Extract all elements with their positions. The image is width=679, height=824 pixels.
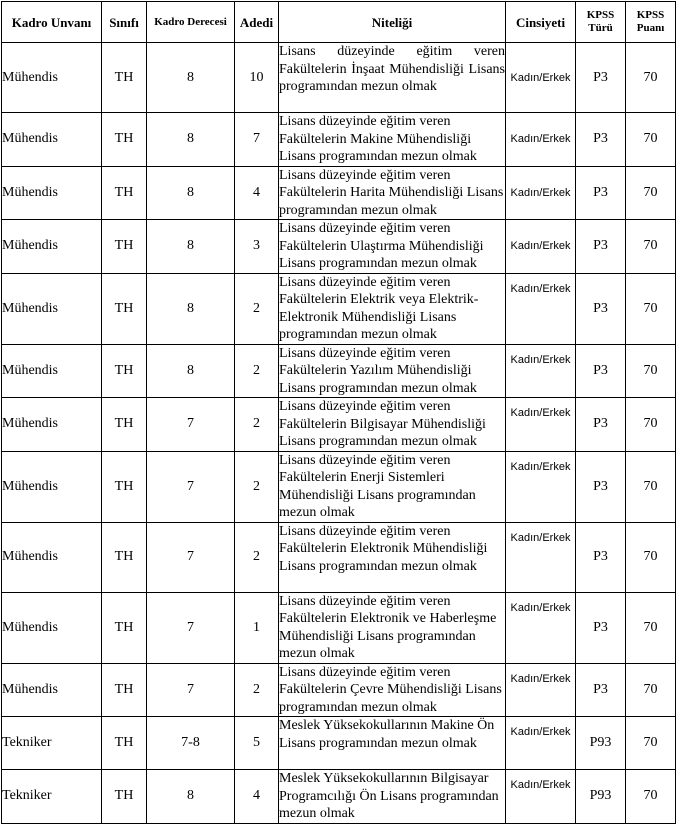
cell-adedi: 4 <box>235 166 279 220</box>
cell-sinifi: TH <box>102 770 147 824</box>
cell-adedi: 10 <box>235 43 279 113</box>
cell-kadro-unvani: Mühendis <box>2 113 102 167</box>
cell-adedi: 1 <box>235 592 279 663</box>
cell-adedi: 2 <box>235 663 279 717</box>
cell-kadro-derecesi: 8 <box>147 43 235 113</box>
header-niteligi: Niteliği <box>279 2 506 43</box>
cell-adedi: 2 <box>235 273 279 344</box>
cell-kadro-unvani: Mühendis <box>2 398 102 452</box>
cell-kpss-puani: 70 <box>626 166 676 220</box>
cell-cinsiyeti: Kadın/Erkek <box>506 663 576 717</box>
cell-kpss-puani: 70 <box>626 344 676 398</box>
table-row <box>2 522 676 592</box>
cell-niteligi: Lisans düzeyinde eğitim veren Fakültelerin Elektronik Mühendisliği Lisans programından mezun olmak <box>279 522 506 592</box>
table-row <box>2 717 676 770</box>
cell-kpss-turu: P3 <box>576 398 626 452</box>
cell-kpss-turu: P3 <box>576 273 626 344</box>
cell-sinifi: TH <box>102 166 147 220</box>
header-sinifi: Sınıfı <box>102 2 147 43</box>
cell-kpss-turu: P3 <box>576 522 626 592</box>
cell-kadro-derecesi: 8 <box>147 344 235 398</box>
header-kpss-puani: KPSS Puanı <box>626 2 676 43</box>
cell-kadro-unvani: Mühendis <box>2 43 102 113</box>
cell-kadro-unvani: Mühendis <box>2 273 102 344</box>
header-kadro-derecesi: Kadro Derecesi <box>147 2 235 43</box>
cell-kadro-unvani: Mühendis <box>2 592 102 663</box>
table-row <box>2 166 676 220</box>
table-row <box>2 344 676 398</box>
cell-kpss-puani: 70 <box>626 113 676 167</box>
cell-sinifi: TH <box>102 220 147 274</box>
cell-kpss-turu: P93 <box>576 717 626 770</box>
cell-cinsiyeti: Kadın/Erkek <box>506 522 576 592</box>
cell-kpss-puani: 70 <box>626 220 676 274</box>
cell-niteligi: Lisans düzeyinde eğitim veren Fakültelerin Harita Mühendisliği Lisans programından mezun olmak <box>279 166 506 220</box>
header-adedi: Adedi <box>235 2 279 43</box>
cell-kpss-puani: 70 <box>626 592 676 663</box>
cell-niteligi: Lisans düzeyinde eğitim veren Fakültelerin Elektrik veya Elektrik-Elektronik Mühendisliği Lisans programından mezun olmak <box>279 273 506 344</box>
cell-cinsiyeti: Kadın/Erkek <box>506 166 576 220</box>
cell-kpss-turu: P3 <box>576 451 626 522</box>
cell-kpss-turu: P3 <box>576 344 626 398</box>
cell-kadro-derecesi: 8 <box>147 220 235 274</box>
cell-cinsiyeti: Kadın/Erkek <box>506 592 576 663</box>
cell-adedi: 2 <box>235 451 279 522</box>
cell-sinifi: TH <box>102 522 147 592</box>
cell-kadro-unvani: Mühendis <box>2 522 102 592</box>
cell-kpss-turu: P93 <box>576 770 626 824</box>
cell-kpss-turu: P3 <box>576 166 626 220</box>
cell-niteligi: Lisans düzeyinde eğitim veren Fakültelerin Elektronik ve Haberleşme Mühendisliği Lisans programından mezun olmak <box>279 592 506 663</box>
header-kpss-turu: KPSS Türü <box>576 2 626 43</box>
cell-kadro-derecesi: 7 <box>147 398 235 452</box>
cell-adedi: 4 <box>235 770 279 824</box>
cell-adedi: 7 <box>235 113 279 167</box>
cell-niteligi: Meslek Yüksekokullarının Makine Ön Lisans programından mezun olmak <box>279 717 506 770</box>
cell-kadro-derecesi: 7 <box>147 663 235 717</box>
table-row <box>2 113 676 167</box>
cell-cinsiyeti: Kadın/Erkek <box>506 113 576 167</box>
cell-kpss-turu: P3 <box>576 43 626 113</box>
cell-cinsiyeti: Kadın/Erkek <box>506 273 576 344</box>
cell-sinifi: TH <box>102 592 147 663</box>
cell-niteligi: Lisans düzeyinde eğitim veren Fakültelerin Çevre Mühendisliği Lisans programından mezun olmak <box>279 663 506 717</box>
table-row <box>2 273 676 344</box>
table-row <box>2 663 676 717</box>
cell-cinsiyeti: Kadın/Erkek <box>506 398 576 452</box>
cell-adedi: 2 <box>235 398 279 452</box>
cell-niteligi: Meslek Yüksekokullarının Bilgisayar Programcılığı Ön Lisans programından mezun olmak <box>279 770 506 824</box>
cell-kpss-turu: P3 <box>576 220 626 274</box>
table-row <box>2 43 676 113</box>
cell-kadro-unvani: Mühendis <box>2 166 102 220</box>
cell-kadro-unvani: Tekniker <box>2 717 102 770</box>
cell-kpss-puani: 70 <box>626 522 676 592</box>
cell-sinifi: TH <box>102 344 147 398</box>
cell-kadro-unvani: Mühendis <box>2 663 102 717</box>
cell-kadro-derecesi: 7 <box>147 592 235 663</box>
cell-adedi: 5 <box>235 717 279 770</box>
cell-sinifi: TH <box>102 663 147 717</box>
table-row <box>2 592 676 663</box>
cell-adedi: 2 <box>235 344 279 398</box>
cell-kadro-derecesi: 7-8 <box>147 717 235 770</box>
cell-kadro-derecesi: 7 <box>147 451 235 522</box>
cell-kpss-puani: 70 <box>626 43 676 113</box>
cell-adedi: 3 <box>235 220 279 274</box>
cell-cinsiyeti: Kadın/Erkek <box>506 451 576 522</box>
cell-cinsiyeti: Kadın/Erkek <box>506 344 576 398</box>
cell-cinsiyeti: Kadın/Erkek <box>506 220 576 274</box>
cell-kpss-puani: 70 <box>626 663 676 717</box>
cell-kadro-unvani: Mühendis <box>2 451 102 522</box>
cell-niteligi: Lisans düzeyinde eğitim veren Fakültelerin Makine Mühendisliği Lisans programından mezun olmak <box>279 113 506 167</box>
cell-adedi: 2 <box>235 522 279 592</box>
cell-kadro-derecesi: 8 <box>147 273 235 344</box>
table-row <box>2 451 676 522</box>
cell-sinifi: TH <box>102 717 147 770</box>
cell-kadro-derecesi: 8 <box>147 113 235 167</box>
cell-kadro-unvani: Mühendis <box>2 344 102 398</box>
cell-kpss-turu: P3 <box>576 663 626 717</box>
table-row <box>2 220 676 274</box>
cell-cinsiyeti: Kadın/Erkek <box>506 770 576 824</box>
table-row <box>2 770 676 824</box>
header-row <box>2 2 676 43</box>
cell-cinsiyeti: Kadın/Erkek <box>506 43 576 113</box>
cell-sinifi: TH <box>102 113 147 167</box>
header-cinsiyeti: Cinsiyeti <box>506 2 576 43</box>
cell-kadro-derecesi: 8 <box>147 166 235 220</box>
cell-kpss-puani: 70 <box>626 273 676 344</box>
kadro-table <box>1 1 676 824</box>
cell-kadro-unvani: Mühendis <box>2 220 102 274</box>
cell-niteligi: Lisans düzeyinde eğitim veren Fakültelerin Bilgisayar Mühendisliği Lisans programından mezun olmak <box>279 398 506 452</box>
cell-kadro-derecesi: 7 <box>147 522 235 592</box>
cell-cinsiyeti: Kadın/Erkek <box>506 717 576 770</box>
cell-sinifi: TH <box>102 43 147 113</box>
header-kadro-unvani: Kadro Unvanı <box>2 2 102 43</box>
cell-sinifi: TH <box>102 398 147 452</box>
cell-niteligi: Lisans düzeyinde eğitim veren Fakültelerin Yazılım Mühendisliği Lisans programından mezun olmak <box>279 344 506 398</box>
cell-kadro-unvani: Tekniker <box>2 770 102 824</box>
cell-kpss-puani: 70 <box>626 717 676 770</box>
cell-kpss-puani: 70 <box>626 770 676 824</box>
cell-kpss-turu: P3 <box>576 592 626 663</box>
cell-niteligi: Lisans düzeyinde eğitim veren Fakültelerin İnşaat Mühendisliği Lisans programından mezun olmak <box>279 43 506 113</box>
cell-kpss-puani: 70 <box>626 398 676 452</box>
cell-sinifi: TH <box>102 451 147 522</box>
cell-kpss-turu: P3 <box>576 113 626 167</box>
cell-niteligi: Lisans düzeyinde eğitim veren Fakültelerin Enerji Sistemleri Mühendisliği Lisans programından mezun olmak <box>279 451 506 522</box>
cell-sinifi: TH <box>102 273 147 344</box>
table-row <box>2 398 676 452</box>
cell-kpss-puani: 70 <box>626 451 676 522</box>
cell-kadro-derecesi: 8 <box>147 770 235 824</box>
table-body <box>2 43 676 824</box>
cell-niteligi: Lisans düzeyinde eğitim veren Fakültelerin Ulaştırma Mühendisliği Lisans programından mezun olmak <box>279 220 506 274</box>
